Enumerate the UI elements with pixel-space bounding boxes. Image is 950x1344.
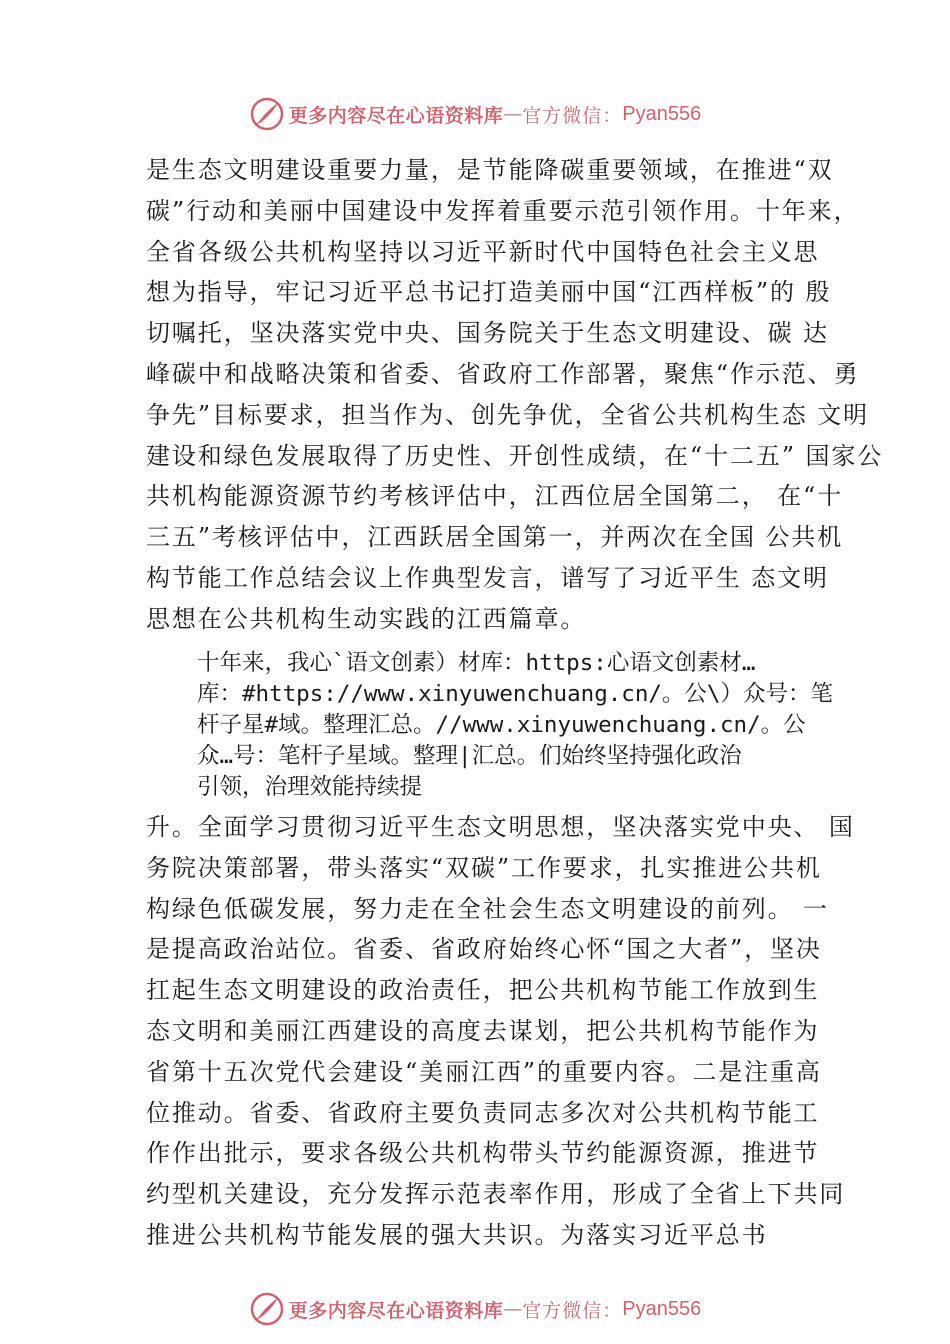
text-line: 库：#https://www.xinyuwenchuang.cn/。公\）众号：笔 xyxy=(197,681,833,707)
paragraph-3 xyxy=(146,807,855,1256)
text-line: 构绿色低碳发展，努力走在全社会生态文明建设的前列。 一 xyxy=(146,894,829,923)
text-line: 思想在公共机构生动实践的江西篇章。 xyxy=(146,604,587,633)
banner-wechat-label: 官方微信： xyxy=(522,104,623,127)
text-line: 省第十五次党代会建设“美丽江西”的重要内容。二是注重高 xyxy=(146,1057,822,1086)
text-line: 位推动。省委、省政府主要负责同志多次对公共机构节能工 xyxy=(146,1098,820,1127)
header-banner xyxy=(0,94,950,134)
text-line: 扛起生态文明建设的政治责任，把公共机构节能工作放到生 xyxy=(146,976,820,1005)
text-line: 十年来，我心`语文创素）材库：https:心语文创素材… xyxy=(197,650,756,676)
text-line: 是生态文明建设重要力量，是节能降碳重要领域，在推进“双 xyxy=(146,156,834,184)
text-line: 众…号：笔杆子星域。整理|汇总。们始终坚持强化政治 xyxy=(197,743,742,769)
text-line: 约型机关建设，充分发挥示范表率作用，形成了全省上下共同 xyxy=(146,1180,846,1209)
text-line: 峰碳中和战略决策和省委、省政府工作部署，聚焦“作示范、勇 xyxy=(146,359,860,388)
paragraph-2-watermark-text xyxy=(197,648,847,803)
banner-separator: — xyxy=(503,103,523,125)
text-line: 构节能工作总结会议上作典型发言，谱写了习近平生 态文明 xyxy=(146,563,829,592)
paragraph-1 xyxy=(146,150,884,640)
text-line: 态文明和美丽江西建设的高度去谋划，把公共机构节能作为 xyxy=(146,1016,820,1045)
banner-brand-text: 更多内容尽在心语资料库 xyxy=(288,104,504,127)
banner-account: Pyan556 xyxy=(622,1297,702,1320)
banner-wechat-label: 官方微信： xyxy=(522,1299,623,1322)
text-line: 全省各级公共机构坚持以习近平新时代中国特色社会主义思 xyxy=(146,237,820,266)
text-line: 引领，治理效能持续提 xyxy=(197,774,423,800)
text-line: 碳”行动和美丽中国建设中发挥着重要示范引领作用。十年来， xyxy=(146,196,860,225)
text-line: 争先”目标要求，担当作为、创先争优，全省公共机构生态 文明 xyxy=(146,400,869,429)
text-line: 作作出批示，要求各级公共机构带头节约能源资源，推进节 xyxy=(146,1139,820,1168)
quill-pen-icon xyxy=(249,1291,285,1327)
text-line: 是提高政治站位。省委、省政府始终心怀“国之大者”，坚决 xyxy=(146,935,822,964)
text-line: 建设和绿色发展取得了历史性、开创性成绩，在“十二五” 国家公 xyxy=(146,441,884,470)
text-line: 共机构能源资源节约考核评估中，江西位居全国第二， 在“十 xyxy=(146,482,844,511)
text-line: 务院决策部署，带头落实“双碳”工作要求，扎实推进公共机 xyxy=(146,853,822,882)
banner-brand-text: 更多内容尽在心语资料库 xyxy=(288,1299,504,1322)
quill-pen-icon xyxy=(249,96,285,132)
text-line: 想为指导，牢记习近平总书记打造美丽中国“江西样板”的 殷 xyxy=(146,278,832,307)
text-line: 升。全面学习贯彻习近平生态文明思想，坚决落实党中央、 国 xyxy=(146,813,855,841)
text-line: 三五”考核评估中，江西跃居全国第一，并两次在全国 公共机 xyxy=(146,523,844,552)
banner-account: Pyan556 xyxy=(622,102,702,125)
text-line: 杆子星#域。整理汇总。//www.xinyuwenchuang.cn/。公 xyxy=(197,712,806,738)
text-line: 推进公共机构节能发展的强大共识。为落实习近平总书 xyxy=(146,1220,768,1249)
footer-banner xyxy=(0,1289,950,1329)
text-line: 切嘱托，坚决落实党中央、国务院关于生态文明建设、碳 达 xyxy=(146,319,829,348)
banner-separator: — xyxy=(503,1298,523,1320)
